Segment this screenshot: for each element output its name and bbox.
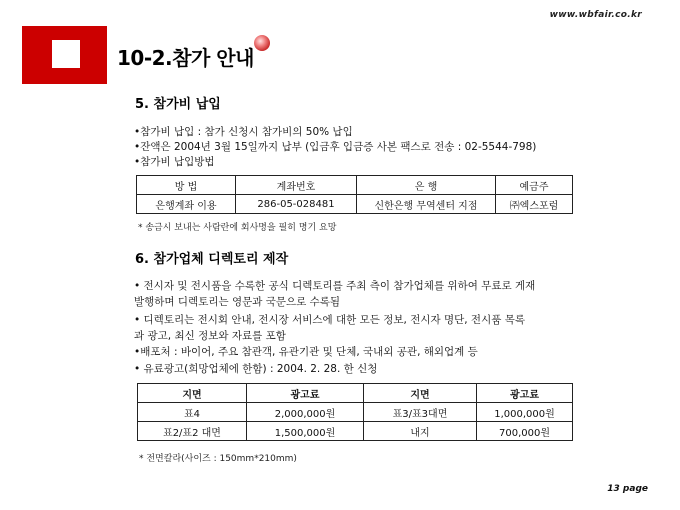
table-cell: 2,000,000원 xyxy=(247,403,364,422)
table-row xyxy=(138,403,573,422)
section-heading-directory: 6. 참가업체 디렉토리 제작 xyxy=(135,252,289,267)
table-cell: 표4 xyxy=(138,403,247,422)
dir-bullet-1-cont: 발행하며 디렉토리는 영문과 국문으로 수록됨 xyxy=(134,296,341,308)
table-header-cell: 은 행 xyxy=(357,176,496,195)
table-header-cell: 방 법 xyxy=(137,176,236,195)
table-header-cell: 계좌번호 xyxy=(236,176,357,195)
table-cell: 신한은행 무역센터 지점 xyxy=(357,195,496,214)
logo-red-squares xyxy=(22,26,107,84)
fee-bullet-1: •참가비 납입 : 참가 신청시 참가비의 50% 납입 xyxy=(134,126,353,138)
payment-table xyxy=(136,175,573,214)
page-number: 13 page xyxy=(607,484,648,494)
table-cell: ㈜엑스포럼 xyxy=(496,195,573,214)
table-header-cell: 광고료 xyxy=(247,384,364,403)
table-cell: 은행계좌 이용 xyxy=(137,195,236,214)
page-title: 10-2.참가 안내 xyxy=(117,46,254,70)
fee-bullet-3: •참가비 납입방법 xyxy=(134,156,215,168)
table-header-cell: 지면 xyxy=(364,384,477,403)
table-cell: 1,500,000원 xyxy=(247,422,364,441)
table-cell: 700,000원 xyxy=(477,422,573,441)
fee-note: * 송금시 보내는 사람란에 회사명을 필히 명기 요망 xyxy=(138,223,337,233)
dir-bullet-3: •배포처 : 바이어, 주요 참관객, 유관기관 및 단체, 국내외 공관, 해외업계 등 xyxy=(134,346,478,358)
site-url: www.wbfair.co.kr xyxy=(549,10,642,20)
dir-bullet-1: • 전시자 및 전시품을 수록한 공식 디렉토리를 주최 측이 참가업체를 위하여 무료로 게재 xyxy=(134,280,536,292)
dir-bullet-2-cont: 과 광고, 최신 정보와 자료를 포함 xyxy=(134,330,286,342)
table-cell: 내지 xyxy=(364,422,477,441)
table-cell: 표2/표2 대면 xyxy=(138,422,247,441)
dir-bullet-2: • 디렉토리는 전시회 안내, 전시장 서비스에 대한 모든 정보, 전시자 명단, 전시품 목록 xyxy=(134,314,525,326)
ad-note: * 전면칼라(사이즈 : 150mm*210mm) xyxy=(139,454,297,464)
table-header-row xyxy=(138,384,573,403)
table-row xyxy=(137,195,573,214)
table-cell: 1,000,000원 xyxy=(477,403,573,422)
ad-rate-table xyxy=(137,383,573,441)
table-header-cell: 지면 xyxy=(138,384,247,403)
table-cell: 286-05-028481 xyxy=(236,195,357,214)
table-header-cell: 광고료 xyxy=(477,384,573,403)
dir-bullet-4: • 유료광고(희망업체에 한함) : 2004. 2. 28. 한 신청 xyxy=(134,363,378,375)
red-bullet-icon xyxy=(254,35,270,51)
table-header-row xyxy=(137,176,573,195)
table-cell: 표3/표3대면 xyxy=(364,403,477,422)
table-row xyxy=(138,422,573,441)
fee-bullet-2: •잔액은 2004년 3월 15일까지 납부 (입금후 입금증 사본 팩스로 전송 : 02-5544-798) xyxy=(134,141,537,153)
table-header-cell: 예금주 xyxy=(496,176,573,195)
section-heading-fee: 5. 참가비 납입 xyxy=(135,97,221,112)
